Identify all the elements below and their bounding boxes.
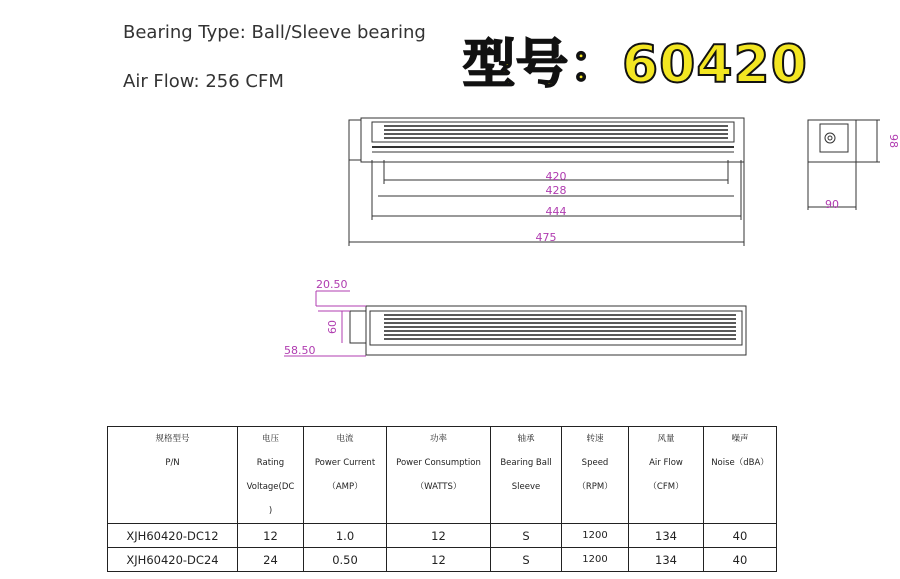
header-noise: 噪声 Noise（dBA） — [704, 427, 777, 524]
bearing-type-text: Bearing Type: Ball/Sleeve bearing — [123, 22, 426, 43]
dim-475: 475 — [535, 231, 557, 244]
header-speed: 转速 Speed （RPM） — [562, 427, 629, 524]
cell-bearing: S — [491, 548, 562, 572]
cell-speed: 1200 — [562, 524, 629, 548]
fan-front-view — [284, 291, 746, 356]
cell-pn: XJH60420-DC12 — [108, 524, 238, 548]
cell-pn: XJH60420-DC24 — [108, 548, 238, 572]
header-pn: 规格型号 P/N — [108, 427, 238, 524]
header-power: 功率 Power Consumption （WATTS） — [387, 427, 491, 524]
dim-side-height: 98 — [887, 134, 900, 148]
cell-power: 12 — [387, 548, 491, 572]
cell-bearing: S — [491, 524, 562, 548]
cell-current: 0.50 — [304, 548, 387, 572]
dim-420: 420 — [545, 170, 567, 183]
header-bearing: 轴承 Bearing Ball Sleeve — [491, 427, 562, 524]
dim-front-depth: 58.50 — [284, 344, 316, 357]
dim-428: 428 — [545, 184, 567, 197]
header-current: 电流 Power Current （AMP） — [304, 427, 387, 524]
cell-voltage: 24 — [238, 548, 304, 572]
cell-airflow: 134 — [629, 524, 704, 548]
dim-front-height: 60 — [326, 320, 339, 334]
dim-444: 444 — [545, 205, 567, 218]
cell-voltage: 12 — [238, 524, 304, 548]
cell-airflow: 134 — [629, 548, 704, 572]
cell-current: 1.0 — [304, 524, 387, 548]
cell-noise: 40 — [704, 524, 777, 548]
cell-power: 12 — [387, 524, 491, 548]
fan-side-view — [808, 120, 880, 210]
model-number-title: 型号：60420 — [463, 35, 808, 95]
cell-speed: 1200 — [562, 548, 629, 572]
table-row — [108, 524, 777, 548]
header-airflow: 风量 Air Flow （CFM） — [629, 427, 704, 524]
spec-table — [107, 426, 777, 572]
dim-side-width: 90 — [825, 198, 839, 211]
air-flow-text: Air Flow: 256 CFM — [123, 71, 284, 92]
cell-noise: 40 — [704, 548, 777, 572]
header-voltage: 电压 Rating Voltage(DC ) — [238, 427, 304, 524]
dim-front-offset: 20.50 — [316, 278, 348, 291]
table-header-row — [108, 427, 777, 524]
table-row — [108, 548, 777, 572]
